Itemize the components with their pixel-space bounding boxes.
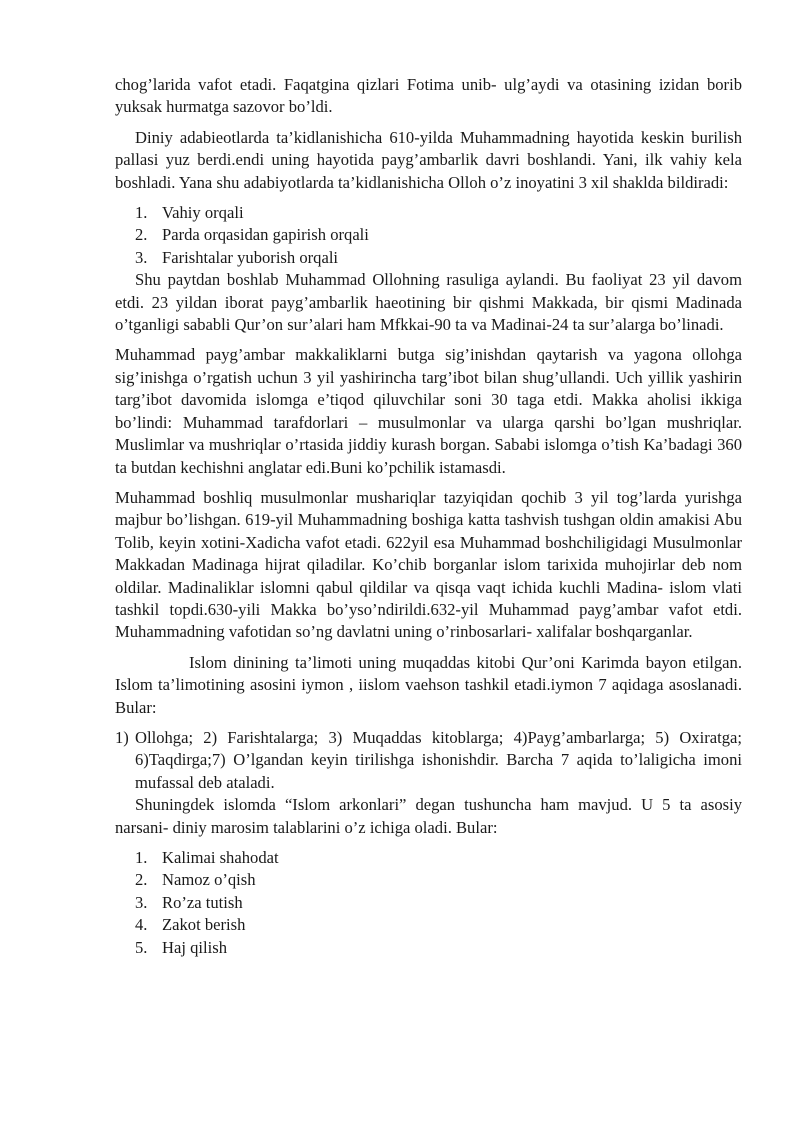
list-number: 2.	[135, 225, 148, 245]
paragraph-prophethood: Shu paytdan boshlab Muhammad Ollohning rasuliga aylandi. Bu faoliyat 23 yil davom etdi. 23 yildan iborat payg’ambarlik haeotining bir qishmi Makkada, bir qismi Madinada o’tganligi sababli Qur’on sur’alari ham Mfkkai-90 ta va Madinai-24 ta sur’alarga bo’linadi.	[115, 270, 742, 335]
list-number: 1)	[115, 727, 129, 747]
pillars-list	[115, 847, 742, 959]
list-item	[115, 202, 742, 224]
list-item	[115, 847, 742, 869]
list-number: 4.	[135, 915, 148, 935]
list-number: 3.	[135, 247, 148, 267]
list-item	[115, 914, 742, 936]
list-item	[115, 937, 742, 959]
faith-articles-item	[115, 727, 742, 794]
paragraph-continuation: chog’larida vafot etadi. Faqatgina qizlari Fotima unib- ulg’aydi va otasining izidan borib yuksak hurmatga sazovor bo’ldi.	[115, 75, 742, 117]
list-text: Zakot berish	[162, 915, 246, 935]
list-number: 3.	[135, 892, 148, 912]
paragraph-revelation: Diniy adabieotlarda ta’kidlanishicha 610-yilda Muhammadning hayotida keskin burilish pallasi yuz berdi.endi uning hayotida payg’ambarlik davri boshlandi. Yani, ilk vahiy kela boshladi. Yana shu adabiyotlarda ta’kidlanishicha Olloh o’z inoyatini 3 xil shaklda bildiradi:	[115, 127, 742, 192]
revelation-forms-list	[115, 202, 742, 269]
list-item	[115, 224, 742, 246]
list-number: 2.	[135, 870, 148, 890]
paragraph-secret-preaching: Muhammad payg’ambar makkaliklarni butga sig’inishdan qaytarish va yagona ollohga sig’inishga o’rgatish uchun 3 yil yashirincha targ’ibot bilan shug’ullandi. Uch yillik yashirin targ’ibot davomida islomga e’tiqod qiluvchilar soni 30 taga etdi. Makka aholisi ikkiga bo’lindi: Muhammad tarafdorlari – musulmonlar va ularga qarshi bo’lgan mushriqlar. Muslimlar va mushriqlar o’rtasida jiddiy kurash borgan. Sababi islomga o’tish Ka’badagi 360 ta butdan kechishni anglatar edi.Buni ko’pchilik istamasdi.	[115, 345, 742, 477]
list-text: Haj qilish	[162, 937, 227, 957]
list-text: Parda orqasidan gapirish orqali	[162, 225, 369, 245]
list-text: Kalimai shahodat	[162, 848, 279, 867]
list-number: 1.	[135, 203, 148, 223]
paragraph-pillars: Shuningdek islomda “Islom arkonlari” degan tushuncha ham mavjud. U 5 ta asosiy narsani- diniy marosim talablarini o’z ichiga oladi. Bular:	[115, 795, 742, 837]
document-page	[115, 74, 742, 959]
paragraph-teachings: Islom dinining ta’limoti uning muqaddas kitobi Qur’oni Karimda bayon etilgan. Islom ta’limotining asosini iymon , iislom vaehson tashkil etadi.iymon 7 aqidaga asoslanadi. Bular:	[115, 652, 742, 717]
paragraph-hijra: Muhammad boshliq musulmonlar mushariqlar tazyiqidan qochib 3 yil tog’larda yurishga majbur bo’lishgan. 619-yil Muhammadning boshiga katta tashvish tushgan oldin amakisi Abu Tolib, keyin xotini-Xadicha vafot etadi. 622yil esa Muhammad boshchiligidagi Musulmonlar Makkadan Madinaga hijrat qiladilar. Ko’chib borganlar islom tarixida muhojirlar deb nom oldilar. Madinaliklar islomni qabul qildilar va qisqa vaqt ichida kuchli Madina- islom vlati tashkil topdi.630-yili Makka bo’yso’ndirildi.632-yil Muhammad payg’ambar vafot etdi. Muhammadning vafotidan so’ng davlatni uning o’rinbosarlari- xalifalar boshqarganlar.	[115, 487, 742, 642]
list-text: Ollohga; 2) Farishtalarga; 3) Muqaddas kitoblarga; 4)Payg’ambarlarga; 5) Oxiratga; 6)Taqdirga;7) O’lgandan keyin tirilishga ishonishdir. Barcha 7 aqida to’laligicha imoni mufassal deb ataladi.	[135, 727, 742, 792]
list-text: Namoz o’qish	[162, 870, 256, 890]
list-text: Ro’za tutish	[162, 892, 243, 912]
list-item	[115, 892, 742, 914]
list-text: Vahiy orqali	[162, 203, 244, 223]
list-item	[115, 247, 742, 269]
list-number: 1.	[135, 848, 148, 867]
list-item	[115, 869, 742, 891]
list-text: Farishtalar yuborish orqali	[162, 247, 339, 267]
list-number: 5.	[135, 937, 148, 957]
